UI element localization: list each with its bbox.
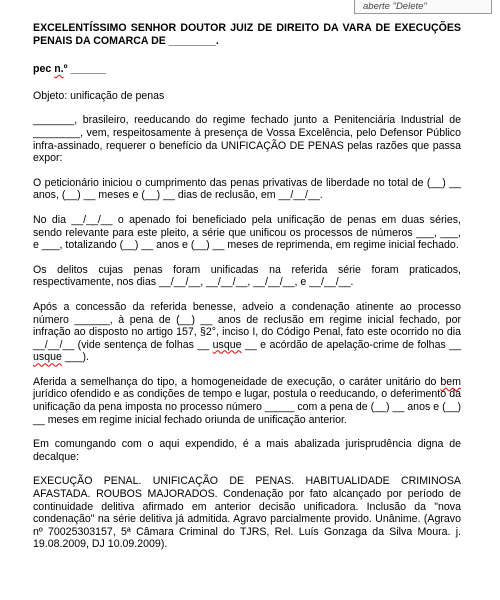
paragraph-jurisprudence-quote: EXECUÇÃO PENAL. UNIFICAÇÃO DE PENAS. HABITUALIDADE CRIMINOSA AFASTADA. ROUBOS MAJORADOS. Condenação por fato alcançado por período de continuidade delitiva afirmado em anterior decisão unificadora. Inclusão da "nova condenação" na série delitiva já admitida. Agravo parcialmente provido. Unânime. (Agravo nº 70025303157, 5ª Câmara Criminal do TJRS, Rel. Luís Gonzaga da Silva Moura. j. 19.08.2009, DJ 10.09.2009). (33, 475, 461, 551)
delete-hint-text: aberte "Delete" (363, 1, 427, 12)
document-heading: EXCELENTÍSSIMO SENHOR DOUTOR JUIZ DE DIREITO DA VARA DE EXECUÇÕES PENAIS DA COMARCA DE ________. (33, 22, 461, 47)
pec-number-line (33, 63, 461, 76)
objective-line: Objeto: unificação de penas (33, 89, 165, 102)
paragraph-offense-dates: Os delitos cujas penas foram unificadas na referida série foram praticados, respectivamente, nos dias __/__/__, __/__/__, __/__/__, e __/__/__. (33, 263, 461, 289)
paragraph-new-conviction (33, 301, 461, 364)
p5-text-c: ___). (61, 351, 89, 364)
p6-bem: bem (440, 375, 461, 388)
pec-blank: º ______ (63, 63, 106, 76)
p6-text-a: Aferida a semelhança do tipo, a homogeneidade de execução, o caráter unitário do (33, 375, 441, 388)
p5-text-a: Após a concessão da referida benesse, adveio a condenação atinente ao processo número ______, à pena de (__) __ anos de reclusão em regime inicial fechado, por infração ao disposto no artigo 157, §2°, inciso I, do Código Penal, fato este ocorrido no dia __/__/__ (vide sentença de folhas __ (33, 300, 461, 351)
paragraph-unification: No dia __/__/__ o apenado foi beneficiado pela unificação de penas em duas séries, sendo relevante para este pleito, a série que unificou os processos de números ___, ___, e ___, totalizando (__) __ anos e (__) __ meses de reprimenda, em regime inicial fechado. (33, 213, 461, 252)
p6-text-b: jurídico ofendido e as condições de tempo e lugar, postula o reeducando, o deferimento da unificação da pena imposta no processo número _____ com a pena de (__) __ anos e (__) __ meses em regime inicial fechado oriunda de unificação anterior. (33, 388, 461, 426)
pec-label: pec (33, 63, 52, 76)
paragraph-request: _______, brasileiro, reeducando do regime fechado junto a Penitenciária Industrial de ________, vem, respeitosamente à presença de Vossa Excelência, pelo Defensor Público infra-assinado, requerer o benefício da UNIFICAÇÃO DE PENAS pelas razões que passa expor: (33, 114, 461, 165)
paragraph-sentence-start: O peticionário iniciou o cumprimento das penas privativas de liberdade no total de (__) __ anos, (__) __ meses e (__) __ dias de reclusão, em __/__/__. (33, 176, 461, 202)
delete-hint-box (354, 0, 492, 14)
p5-text-b: __ e acórdão de apelação-crime de folhas __ (241, 338, 461, 351)
document-body (33, 22, 461, 551)
paragraph-petition (33, 376, 461, 426)
pec-abbrev: n. (54, 63, 64, 76)
p5-usque-1: usque (212, 338, 242, 351)
paragraph-jurisprudence-intro: Em comungando com o aqui expendido, é a mais abalizada jurisprudência digna de decalque: (33, 438, 461, 463)
p5-usque-2: usque (33, 351, 62, 364)
